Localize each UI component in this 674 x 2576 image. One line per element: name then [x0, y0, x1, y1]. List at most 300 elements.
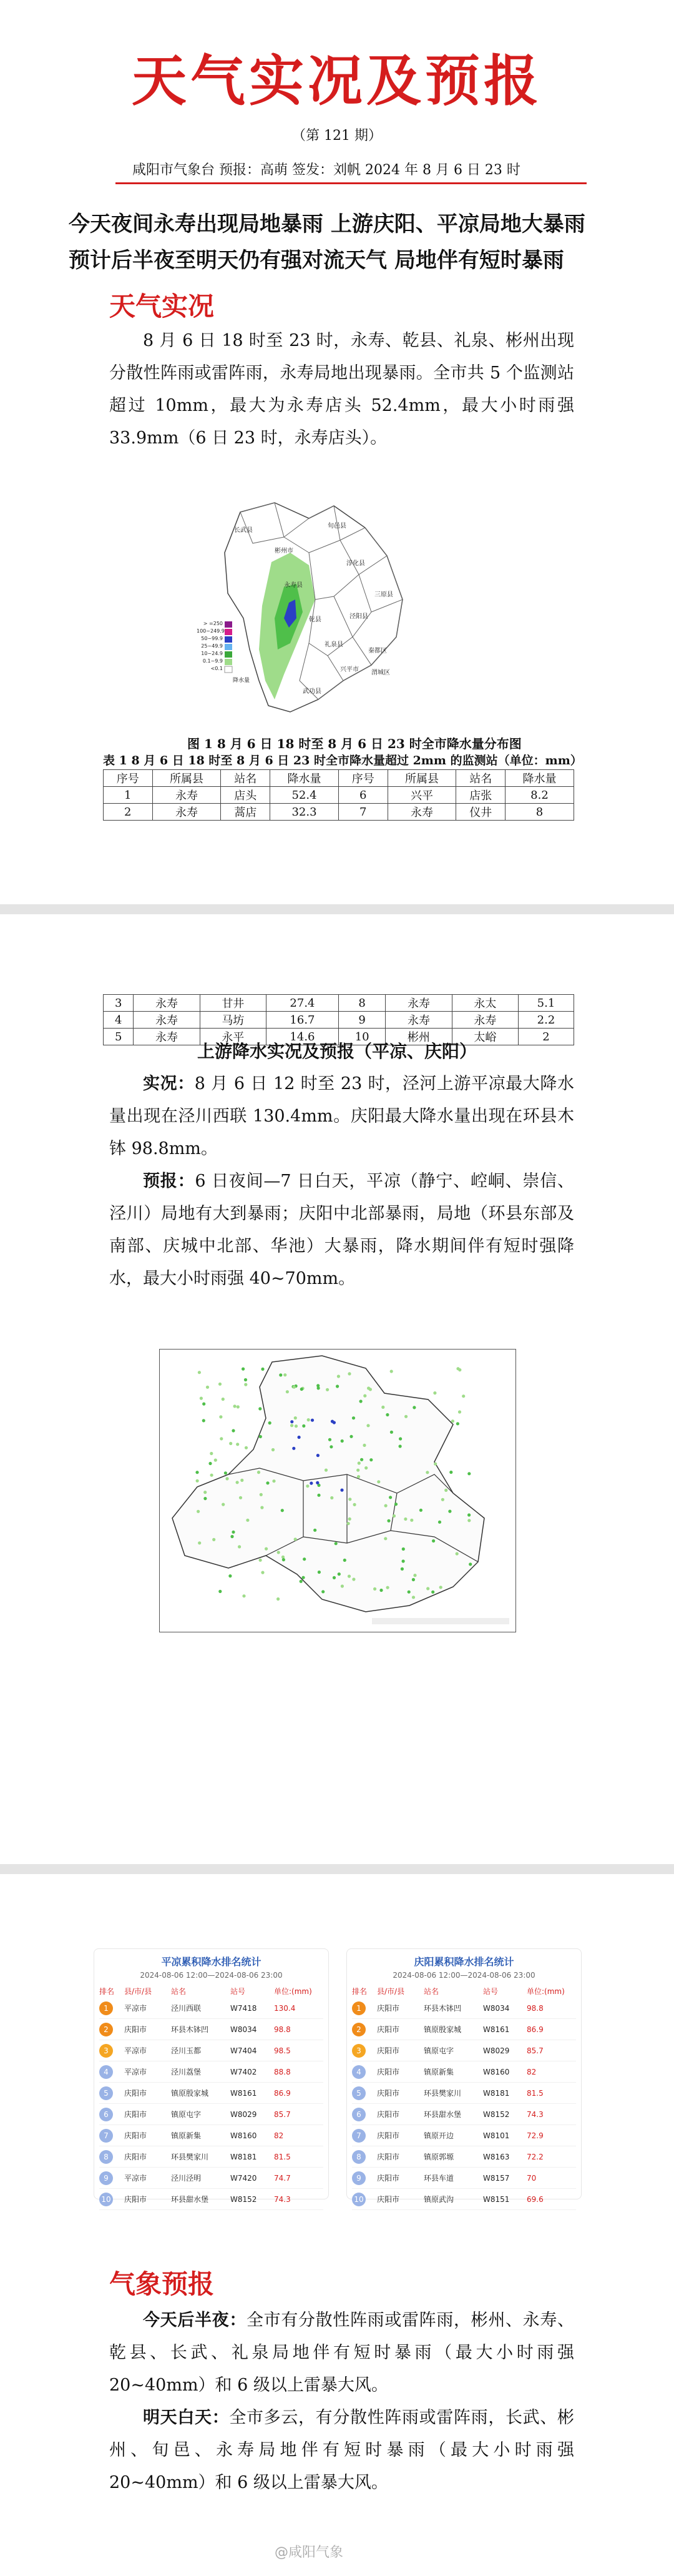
- table-header: 站名: [221, 770, 270, 787]
- rank-cell: [352, 2023, 377, 2036]
- table-header: 降水量: [505, 770, 574, 787]
- station-dot: [377, 1480, 380, 1483]
- rank-cell: W8101: [483, 2131, 510, 2140]
- ranking-list: [352, 1998, 576, 2210]
- rank-cell: [99, 2044, 124, 2058]
- station-dot: [337, 1374, 340, 1378]
- table-header: 降水量: [270, 770, 339, 787]
- table-cell: 52.4: [270, 787, 339, 804]
- station-dot: [462, 1394, 465, 1398]
- map-label: 淳化县: [346, 560, 365, 567]
- station-dot: [467, 1472, 471, 1475]
- rank-cell: W7404: [230, 2046, 257, 2055]
- section-heading-forecast: 气象预报: [109, 2269, 215, 2299]
- rank-cell: 庆阳市: [377, 2025, 400, 2034]
- station-dot: [338, 1572, 341, 1576]
- map-label: 武功县: [303, 688, 321, 695]
- station-dot: [404, 1415, 408, 1418]
- station-dot: [260, 1493, 263, 1496]
- tomorrow-label: 明天白天：: [143, 2408, 230, 2427]
- station-dot: [290, 1420, 293, 1423]
- station-dot: [340, 1489, 343, 1492]
- station-dot: [348, 1575, 351, 1578]
- station-dot: [244, 1383, 247, 1386]
- rain-value: 74.7: [274, 2173, 291, 2183]
- table-header: 站名: [456, 770, 506, 787]
- station-dot: [386, 1586, 389, 1589]
- rain-value: 72.2: [527, 2152, 544, 2161]
- rank-cell: W7420: [230, 2173, 257, 2183]
- rain-value: 74.3: [527, 2110, 544, 2119]
- station-dot: [373, 1587, 376, 1591]
- station-dot: [341, 1439, 344, 1443]
- tonight-label: 今天后半夜：: [143, 2311, 247, 2330]
- station-dot: [321, 1590, 325, 1593]
- station-dot: [202, 1419, 205, 1422]
- rank-cell: 庆阳市: [377, 2068, 400, 2076]
- rank-cell: [99, 2086, 124, 2100]
- rank-cell: 庆阳市: [377, 2004, 400, 2013]
- station-dot: [197, 1510, 200, 1513]
- rank-cell: W8181: [230, 2152, 257, 2161]
- station-dot: [326, 1388, 329, 1391]
- station-dot: [294, 1537, 297, 1541]
- station-dot: [331, 1420, 334, 1423]
- rank-cell: 庆阳市: [124, 2089, 147, 2098]
- station-dot: [349, 1435, 353, 1438]
- rank-cell: 庆阳市: [124, 2025, 147, 2034]
- station-dot: [277, 1551, 280, 1554]
- rain-value: 98.5: [274, 2046, 291, 2055]
- station-dot: [387, 1519, 390, 1522]
- station-dot: [341, 1584, 344, 1587]
- rank-badge: 7: [352, 2129, 366, 2143]
- station-dot: [336, 1384, 339, 1388]
- section-heading-upstream: 上游降水实况及预报（平凉、庆阳）: [197, 1041, 477, 1062]
- table-header: 所属县: [152, 770, 221, 787]
- station-dot: [240, 1479, 243, 1482]
- col-header: 站号: [230, 1987, 246, 1996]
- station-dot: [218, 1383, 222, 1386]
- forecast-tonight: [109, 2304, 574, 2402]
- station-dot: [228, 1574, 232, 1577]
- rank-cell: 环县木钵凹: [171, 2025, 209, 2034]
- station-dot: [358, 1461, 361, 1464]
- station-dot: [393, 1514, 396, 1517]
- station-dot: [272, 1479, 275, 1483]
- col-header: 站号: [483, 1987, 499, 1996]
- legend-unit: 降水量: [233, 678, 250, 684]
- station-dot: [360, 1458, 363, 1461]
- station-dot: [467, 1513, 471, 1516]
- station-dot: [210, 1452, 213, 1455]
- station-dot: [265, 1547, 268, 1551]
- station-dot: [433, 1391, 436, 1394]
- station-dot: [259, 1435, 262, 1438]
- rank-cell: 平凉市: [124, 2174, 147, 2183]
- table-cell: 1: [104, 787, 153, 804]
- rank-cell: [352, 2044, 377, 2058]
- fc-label: 预报：: [143, 1172, 195, 1191]
- col-header: 单位:(mm): [274, 1987, 312, 1996]
- rain-value: 98.8: [527, 2003, 544, 2013]
- table-cell: 16.7: [266, 1012, 338, 1029]
- rank-cell: 泾川泾明: [171, 2174, 202, 2183]
- station-dot: [369, 1458, 373, 1461]
- table-cell: 永寿: [134, 995, 200, 1012]
- rank-cell: W8034: [230, 2025, 257, 2034]
- rank-cell: W8029: [230, 2110, 257, 2119]
- rank-cell: W8034: [483, 2003, 510, 2013]
- rank-cell: 庆阳市: [377, 2174, 400, 2183]
- rank-cell: [352, 2001, 377, 2015]
- station-dot: [469, 1562, 472, 1566]
- station-dot: [366, 1424, 369, 1427]
- map-label: 旬邑县: [328, 523, 346, 530]
- rank-badge: 5: [99, 2086, 113, 2100]
- table-cell: 永寿: [452, 1012, 518, 1029]
- rank-badge: 9: [352, 2171, 366, 2185]
- ranking-row: [99, 2061, 323, 2083]
- station-dot: [413, 1406, 416, 1409]
- station-dot: [458, 1410, 461, 1413]
- rank-cell: 镇原新集: [424, 2068, 454, 2076]
- rank-cell: 庆阳市: [377, 2195, 400, 2204]
- station-dot: [317, 1494, 320, 1497]
- station-dot: [451, 1419, 454, 1423]
- station-dot: [432, 1539, 435, 1542]
- station-dot: [266, 1481, 269, 1484]
- rain-value: 85.7: [274, 2110, 291, 2119]
- rank-cell: 庆阳市: [124, 2110, 147, 2119]
- rank-cell: 镇原屯字: [171, 2110, 202, 2119]
- station-dot: [203, 1491, 207, 1494]
- station-dot: [356, 1469, 359, 1472]
- station-dot: [245, 1446, 248, 1449]
- page-separator: [0, 1864, 674, 1874]
- rank-badge: 4: [99, 2065, 113, 2079]
- ranking-row: [99, 2146, 323, 2168]
- table-cell: 仪井: [456, 804, 506, 821]
- col-header: 站名: [171, 1987, 187, 1996]
- rank-cell: [99, 2129, 124, 2143]
- station-dot: [316, 1481, 319, 1484]
- station-dot: [348, 1372, 351, 1375]
- rank-badge: 3: [99, 2044, 113, 2058]
- rain-value: 130.4: [274, 2003, 296, 2013]
- table-cell: 永寿: [386, 995, 452, 1012]
- table-cell: 永平: [200, 1029, 266, 1045]
- station-dot: [399, 1437, 402, 1440]
- station-dot: [220, 1437, 223, 1440]
- station-dot: [448, 1510, 451, 1513]
- station-dot: [363, 1444, 366, 1447]
- legend-item: > =250: [203, 621, 223, 626]
- legend-item: 100~249.9: [197, 628, 225, 634]
- rank-badge: 3: [352, 2044, 366, 2058]
- station-dot: [381, 1406, 384, 1409]
- station-dot: [438, 1521, 441, 1524]
- ranking-title: 庆阳累积降水排名统计: [414, 1956, 514, 1968]
- ranking-row: [352, 2189, 576, 2210]
- station-dot: [282, 1558, 285, 1561]
- rain-value: 82: [527, 2067, 537, 2076]
- station-dot: [219, 1415, 222, 1418]
- rain-value: 85.7: [527, 2046, 544, 2055]
- station-dot: [195, 1471, 198, 1474]
- ranking-list: [99, 1998, 323, 2210]
- rank-badge: 6: [99, 2108, 113, 2121]
- station-dot: [281, 1556, 285, 1559]
- headline-line-1: 今天夜间永寿出现局地暴雨 上游庆阳、平凉局地大暴雨: [69, 212, 585, 237]
- table-header: 所属县: [388, 770, 456, 787]
- table-cell: 3: [104, 995, 134, 1012]
- station-dot: [214, 1459, 217, 1462]
- rank-cell: [99, 2065, 124, 2079]
- station-dot: [352, 1577, 355, 1581]
- rank-cell: 庆阳市: [377, 2110, 400, 2119]
- rank-cell: 镇原武沟: [424, 2195, 454, 2204]
- table-cell: 店头: [221, 787, 270, 804]
- station-dot: [343, 1559, 346, 1562]
- ranking-header: [99, 1986, 323, 1996]
- map-legend-labels: [197, 620, 223, 673]
- station-dot: [292, 1447, 295, 1450]
- tonight-text: 全市有分散性阵雨或雷阵雨，彬州、永寿、乾县、长武、礼泉局地伴有短时暴雨（最大小时雨强 20~40mm）和 6 级以上雷暴大风。: [109, 2311, 574, 2395]
- observation-paragraph: 8 月 6 日 18 时至 23 时，永寿、乾县、礼泉、彬州出现分散性阵雨或雷阵雨，永寿局地出现暴雨。全市共 5 个监测站超过 10mm，最大为永寿店头 52.4mm，最大小时雨强 33.9mm（6 日 23 时，永寿店头）。: [109, 331, 574, 448]
- table-cell: 6: [338, 787, 388, 804]
- station-dot: [301, 1576, 305, 1579]
- rank-cell: [99, 2193, 124, 2206]
- station-dot: [357, 1475, 360, 1478]
- station-dot: [196, 1479, 199, 1483]
- table-row: [104, 787, 574, 804]
- ranking-title: 平凉累积降水排名统计: [161, 1956, 261, 1968]
- ranking-row: [99, 2189, 323, 2210]
- station-dot: [225, 1477, 228, 1480]
- forecast-tomorrow: [109, 2402, 574, 2499]
- map-label: 渭城区: [371, 669, 390, 676]
- rank-badge: 8: [352, 2150, 366, 2164]
- rank-cell: 平凉市: [124, 2046, 147, 2055]
- station-dot: [441, 1498, 444, 1501]
- rank-cell: 环县甜水堡: [171, 2195, 209, 2204]
- station-dot: [386, 1413, 389, 1416]
- station-dot: [302, 1424, 305, 1428]
- map-label: 三原县: [374, 591, 393, 598]
- map-label: 兴平市: [340, 666, 359, 673]
- station-dot: [244, 1378, 247, 1381]
- xianyang-county-map: [215, 493, 427, 724]
- station-dot: [317, 1386, 320, 1389]
- station-dot: [456, 1367, 459, 1370]
- rank-cell: W8163: [483, 2152, 510, 2161]
- rain-value: 86.9: [527, 2025, 544, 2034]
- legend-item: 25~49.9: [201, 643, 223, 649]
- station-dot: [206, 1386, 209, 1389]
- map-label: 乾县: [309, 616, 321, 623]
- station-dot: [410, 1519, 413, 1522]
- rank-badge: 10: [99, 2193, 113, 2206]
- table-cell: 甘井: [200, 995, 266, 1012]
- table-row: [104, 995, 574, 1012]
- ranking-row: [352, 2168, 576, 2189]
- station-dot: [467, 1519, 471, 1522]
- rank-badge: 2: [99, 2023, 113, 2036]
- station-dot: [364, 1466, 368, 1469]
- rank-cell: W8157: [483, 2173, 510, 2183]
- rainfall-map-figure: [197, 493, 427, 724]
- rank-cell: 镇原屯字: [424, 2046, 454, 2055]
- station-dot: [203, 1497, 207, 1500]
- table-header: 序号: [104, 770, 153, 787]
- station-dot: [286, 1390, 289, 1393]
- rank-cell: [352, 2171, 377, 2185]
- station-dot: [412, 1578, 415, 1581]
- station-dot: [352, 1416, 355, 1419]
- issuer-meta: 咸阳市气象台 预报：高萌 签发：刘帆 2024 年 8 月 6 日 23 时: [132, 162, 520, 178]
- rainfall-table-part1: [103, 769, 574, 821]
- station-dot: [402, 1559, 405, 1562]
- station-dot: [413, 1574, 416, 1577]
- station-dot: [198, 1371, 201, 1374]
- col-header: 排名: [99, 1987, 115, 1996]
- legend-item: 50~99.9: [201, 636, 223, 641]
- station-dot: [294, 1416, 297, 1419]
- rank-badge: 4: [352, 2065, 366, 2079]
- ranking-row: [352, 2104, 576, 2125]
- rank-badge: 6: [352, 2108, 366, 2121]
- rain-value: 69.6: [527, 2194, 544, 2204]
- ranking-subtitle: 2024-08-06 12:00—2024-08-06 23:00: [140, 1971, 283, 1980]
- col-header: 单位:(mm): [527, 1987, 565, 1996]
- station-dot: [404, 1517, 407, 1521]
- rank-cell: W7402: [230, 2067, 257, 2076]
- col-header: 县/市/县: [377, 1987, 405, 1996]
- station-dot: [242, 1368, 245, 1371]
- station-dot: [259, 1559, 262, 1562]
- rank-badge: 1: [99, 2001, 113, 2015]
- rank-cell: 环县樊家川: [171, 2153, 209, 2161]
- station-dot: [293, 1386, 296, 1389]
- station-dot: [298, 1436, 301, 1439]
- station-dot: [439, 1586, 442, 1589]
- rank-cell: W8160: [483, 2067, 510, 2076]
- table-cell: 8: [505, 804, 574, 821]
- ranking-row: [99, 2168, 323, 2189]
- station-dot: [394, 1503, 398, 1506]
- station-dot: [306, 1484, 309, 1488]
- col-header: 站名: [424, 1987, 439, 1996]
- station-dot: [224, 1471, 227, 1474]
- station-dot: [390, 1431, 393, 1434]
- station-dot: [408, 1591, 411, 1594]
- header-divider: [115, 182, 587, 184]
- station-dot: [283, 1373, 286, 1376]
- rank-cell: 镇原殷家城: [171, 2089, 209, 2098]
- station-dot: [271, 1448, 275, 1451]
- ranking-row: [352, 2146, 576, 2168]
- obs-label: 实况：: [143, 1074, 195, 1093]
- station-dot: [359, 1399, 363, 1403]
- legend-item: <0.1: [210, 666, 223, 671]
- station-dot: [335, 1542, 338, 1545]
- table-cell: 永寿: [152, 804, 221, 821]
- rank-cell: 镇原殷家城: [424, 2025, 462, 2034]
- rank-cell: 平凉市: [124, 2068, 147, 2076]
- station-dot: [444, 1489, 447, 1492]
- rank-cell: 环县车道: [424, 2174, 454, 2183]
- station-dot: [279, 1373, 282, 1376]
- headline: [69, 206, 605, 279]
- map-legend: [225, 621, 232, 673]
- rank-cell: 镇原开边: [424, 2131, 454, 2140]
- station-dot: [268, 1421, 271, 1424]
- rank-cell: [352, 2086, 377, 2100]
- station-dot: [208, 1462, 212, 1465]
- rain-value: 72.9: [527, 2131, 544, 2140]
- rain-value: 81.5: [274, 2152, 291, 2161]
- station-dot: [218, 1590, 222, 1593]
- table-cell: 8.2: [505, 787, 574, 804]
- legend-item: 0.1~9.9: [202, 658, 223, 664]
- ranking-row: [99, 2104, 323, 2125]
- rank-cell: [352, 2108, 377, 2121]
- table-header: 序号: [338, 770, 388, 787]
- legend-item: 10~24.9: [201, 651, 223, 656]
- station-dot: [300, 1580, 303, 1583]
- rank-cell: 泾川西联: [171, 2004, 202, 2013]
- ranking-subtitle: 2024-08-06 12:00—2024-08-06 23:00: [393, 1971, 535, 1980]
- table-cell: 14.6: [266, 1029, 338, 1045]
- table-cell: 马坊: [200, 1012, 266, 1029]
- rank-cell: W8161: [483, 2025, 510, 2034]
- station-dot: [402, 1547, 405, 1551]
- station-dot: [295, 1424, 298, 1428]
- table-cell: 10: [338, 1029, 385, 1045]
- rank-cell: 镇原新集: [171, 2131, 202, 2140]
- station-dot: [276, 1597, 280, 1601]
- station-dot: [348, 1498, 351, 1501]
- station-dot: [399, 1444, 402, 1448]
- station-dot: [401, 1567, 404, 1571]
- station-dot: [202, 1403, 205, 1406]
- rank-cell: W8152: [230, 2194, 257, 2204]
- rank-cell: [352, 2193, 377, 2206]
- rank-cell: W8160: [230, 2131, 257, 2140]
- station-dot: [200, 1397, 203, 1400]
- station-dot: [222, 1503, 225, 1506]
- rank-cell: 庆阳市: [377, 2046, 400, 2055]
- ranking-header: [352, 1986, 576, 1996]
- station-dot: [379, 1589, 383, 1592]
- table-cell: 32.3: [270, 804, 339, 821]
- tomorrow-text: 全市多云，有分散性阵雨或雷阵雨，长武、彬州、旬邑、永寿局地伴有短时暴雨（最大小时雨强 20~40mm）和 6 级以上雷暴大风。: [109, 2408, 575, 2492]
- station-dot: [316, 1454, 320, 1457]
- ranking-row: [99, 2040, 323, 2061]
- station-dot: [426, 1471, 429, 1474]
- table-caption: 表 1 8 月 6 日 18 时至 8 月 6 日 23 时全市降水量超过 2mm 的监测站（单位：mm）: [103, 754, 582, 767]
- station-dot: [232, 1429, 235, 1432]
- table-cell: 8: [338, 995, 385, 1012]
- rank-cell: 庆阳市: [124, 2195, 147, 2204]
- rank-cell: [99, 2023, 124, 2036]
- table-cell: 永寿: [134, 1029, 200, 1045]
- map-label: 永寿县: [284, 582, 303, 589]
- rank-cell: [99, 2001, 124, 2015]
- station-dot: [311, 1419, 314, 1422]
- station-dot: [369, 1388, 372, 1391]
